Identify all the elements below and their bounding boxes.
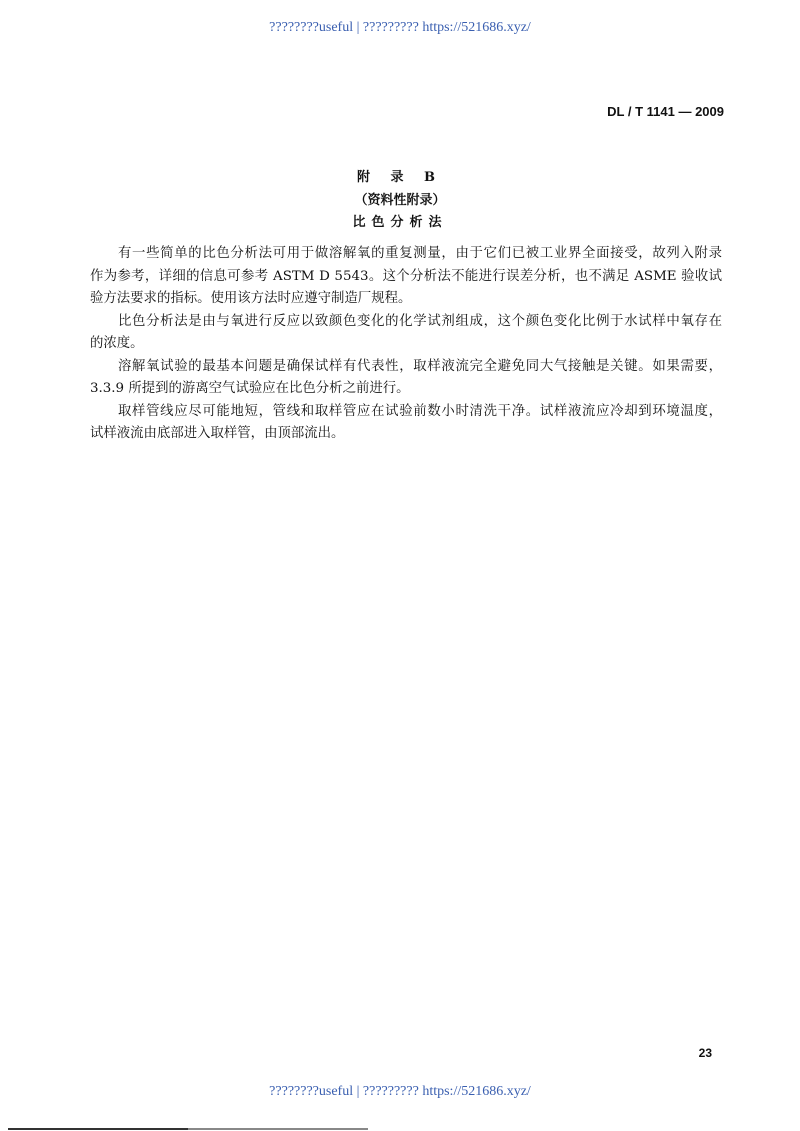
bottom-rule-faded [188, 1128, 368, 1130]
watermark-bottom: ????????useful | ????????? https://521686.xyz/ [269, 1084, 531, 1099]
body-text [90, 243, 722, 446]
paragraph [90, 401, 722, 446]
appendix-subtitle: （资料性附录） [354, 193, 446, 208]
text-line: 3.3.9 所提到的游离空气试验应在比色分析之前进行。 [90, 381, 410, 396]
text-line: 取样管线应尽可能地短，管线和取样管应在试验前数小时清洗干净。试样液流应冷却到环境温度， [118, 403, 722, 419]
appendix-title: 附 录 B [356, 170, 444, 185]
text-line: 比色分析法是由与氧进行反应以致颜色变化的化学试剂组成，这个颜色变化比例于水试样中氧存在 [118, 313, 722, 329]
paragraph [90, 356, 722, 401]
paragraph [90, 243, 722, 311]
text-line: 溶解氧试验的最基本问题是确保试样有代表性，取样液流完全避免同大气接触是关键。如果需要， [118, 358, 722, 374]
text-line: 作为参考，详细的信息可参考 ASTM D 5543。这个分析法不能进行误差分析，也不满足 ASME 验收试 [90, 268, 722, 284]
paragraph [90, 311, 722, 356]
bottom-rule [8, 1128, 188, 1130]
text-line: 有一些简单的比色分析法可用于做溶解氧的重复测量，由于它们已被工业界全面接受，故列入附录 [118, 246, 722, 261]
watermark-top: ????????useful | ????????? https://521686.xyz/ [269, 20, 531, 35]
document-number: DL / T 1141 — 2009 [607, 104, 724, 119]
text-line: 试样液流由底部进入取样管，由顶部流出。 [90, 426, 345, 441]
appendix-heading: 比色分析法 [352, 215, 448, 230]
page-number: 23 [698, 1046, 712, 1060]
text-line: 验方法要求的指标。使用该方法时应遵守制造厂规程。 [90, 291, 412, 306]
text-line: 的浓度。 [90, 336, 144, 351]
